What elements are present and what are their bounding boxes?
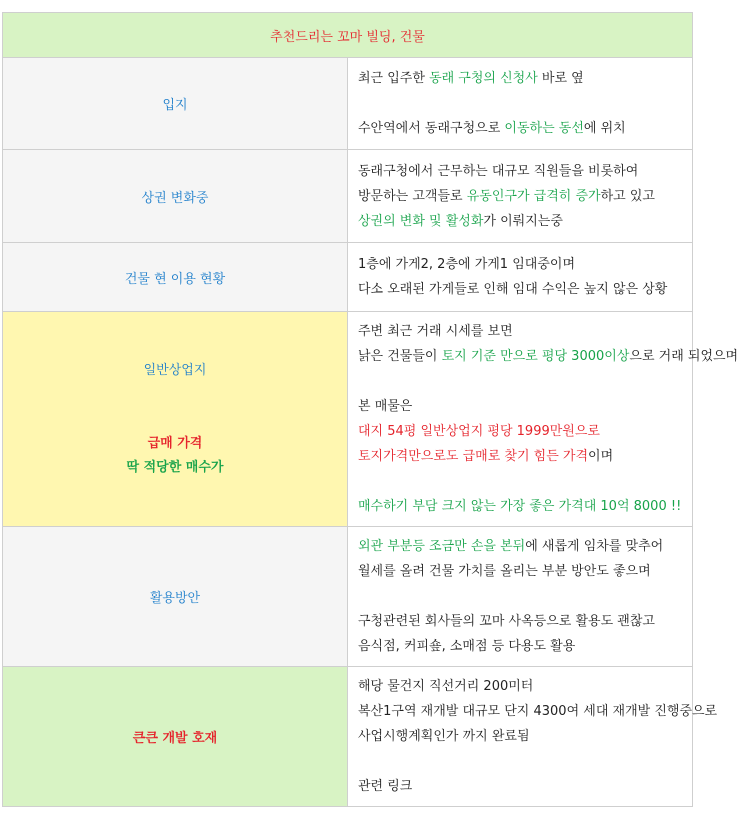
- label-usage: 건물 현 이용 현황: [3, 243, 348, 312]
- content-development: [348, 667, 718, 807]
- development-line-2: 복산1구역 재개발 대규모 단지 4300여 세대 재개발 진행중으로: [358, 704, 718, 719]
- content-location: [348, 58, 693, 150]
- label-price: [3, 312, 348, 527]
- row-usage: [3, 243, 693, 312]
- label-plan: 활용방안: [3, 527, 348, 667]
- content-price: [348, 312, 738, 527]
- plan-line-1: 외관 부분등 조금만 손을 본뒤에 새롭게 임차를 맞추어: [358, 539, 664, 554]
- price-line-2: 낡은 건물들이 토지 기준 만으로 평당 3000이상으로 거래 되었으며: [358, 349, 738, 364]
- row-location: [3, 58, 693, 150]
- plan-line-2: 월세를 올려 건물 가치를 올리는 부분 방안도 좋으며: [358, 564, 651, 579]
- location-line-1: 최근 입주한 동래 구청의 신청사 바로 옆: [358, 71, 584, 86]
- table-title: 추천드리는 꼬마 빌딩, 건물: [3, 13, 693, 58]
- price-label-urgent: 급매 가격: [147, 435, 203, 451]
- price-line-3: 본 매물은: [358, 399, 413, 414]
- content-usage: [348, 243, 693, 312]
- commerce-line-2: 방문하는 고객들로 유동인구가 급격히 증가하고 있고: [358, 188, 655, 204]
- listing-table-wrapper: [2, 12, 738, 807]
- row-plan: [3, 527, 693, 667]
- price-label-zone: 일반상업지: [143, 362, 207, 378]
- content-commerce: [348, 150, 693, 243]
- plan-line-3: 구청관련된 회사들의 꼬마 사옥등으로 활용도 괜찮고: [358, 614, 655, 629]
- price-line-5: 토지가격만으로도 급매로 찾기 힘든 가격이며: [358, 449, 614, 464]
- listing-table: [2, 12, 738, 807]
- label-development: 큰큰 개발 호재: [3, 667, 348, 807]
- price-label-fit: 딱 적당한 매수가: [126, 459, 224, 475]
- price-line-6: 매수하기 부담 크지 않는 가장 좋은 가격대 10억 8000 !!: [358, 499, 682, 514]
- price-line-4: 대지 54평 일반상업지 평당 1999만원으로: [358, 424, 600, 439]
- label-location: 입지: [3, 58, 348, 150]
- commerce-line-1: 동래구청에서 근무하는 대규모 직원들을 비롯하여: [358, 163, 639, 179]
- price-line-1: 주변 최근 거래 시세를 보면: [358, 324, 513, 339]
- related-link[interactable]: 관련 링크: [358, 779, 413, 794]
- row-commerce: [3, 150, 693, 243]
- location-line-2: 수안역에서 동래구청으로 이동하는 동선에 위치: [358, 121, 626, 136]
- label-commerce: 상권 변화중: [3, 150, 348, 243]
- plan-line-4: 음식점, 커피숖, 소매점 등 다용도 활용: [358, 639, 576, 654]
- development-line-3: 사업시행계획인가 까지 완료됨: [358, 729, 530, 744]
- content-plan: [348, 527, 693, 667]
- usage-line-2: 다소 오래된 가게들로 인해 임대 수익은 높지 않은 상황: [358, 282, 668, 297]
- title-row: [3, 13, 693, 58]
- commerce-line-3: 상권의 변화 및 활성화가 이뤄지는중: [358, 213, 563, 229]
- row-price: [3, 312, 693, 527]
- usage-line-1: 1층에 가게2, 2층에 가게1 임대중이며: [358, 257, 575, 272]
- row-development: [3, 667, 693, 807]
- development-line-1: 해당 물건지 직선거리 200미터: [358, 679, 534, 694]
